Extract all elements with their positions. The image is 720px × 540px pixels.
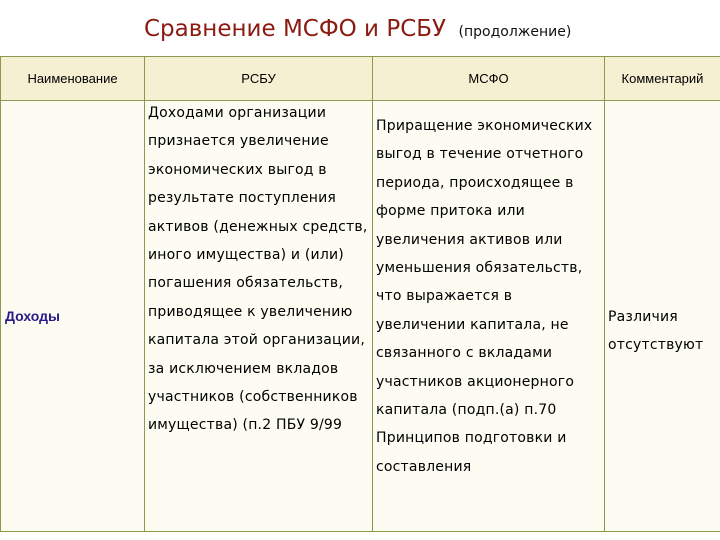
header-name: Наименование (1, 57, 145, 101)
msfo-text: Приращение экономических выгод в течение отчетного периода, происходящее в форме притока или увеличения активов или уменьшения обязательств, что выражается в увеличении капитала, не связанного с вкладами участников акционерного капитала (подп.(а) п.70 Принципов подготовки и составления (376, 118, 593, 475)
row-name: Доходы (5, 308, 60, 324)
comparison-table (0, 56, 720, 532)
rsbu-cell (145, 101, 373, 532)
rsbu-text: Доходами организации признается увеличение экономических выгод в результате поступления активов (денежных средств, иного имущества) и (или) погашения обязательств, приводящее к увеличению капитала этой организации, за исключением вкладов участников (собственников имущества) (п.2 ПБУ 9/99 (148, 105, 368, 434)
table-row (1, 101, 720, 532)
title-subtitle: (продолжение) (458, 24, 572, 40)
slide-title (144, 16, 571, 42)
row-name-cell (1, 101, 145, 532)
msfo-cell (373, 101, 605, 532)
comment-text: Различия отсутствуют (608, 308, 704, 353)
header-comment: Комментарий (605, 57, 720, 101)
table-header-row (1, 57, 720, 101)
comment-cell (605, 101, 720, 532)
header-msfo: МСФО (373, 57, 605, 101)
header-rsbu: РСБУ (145, 57, 373, 101)
title-main: Сравнение МСФО и РСБУ (144, 16, 447, 42)
